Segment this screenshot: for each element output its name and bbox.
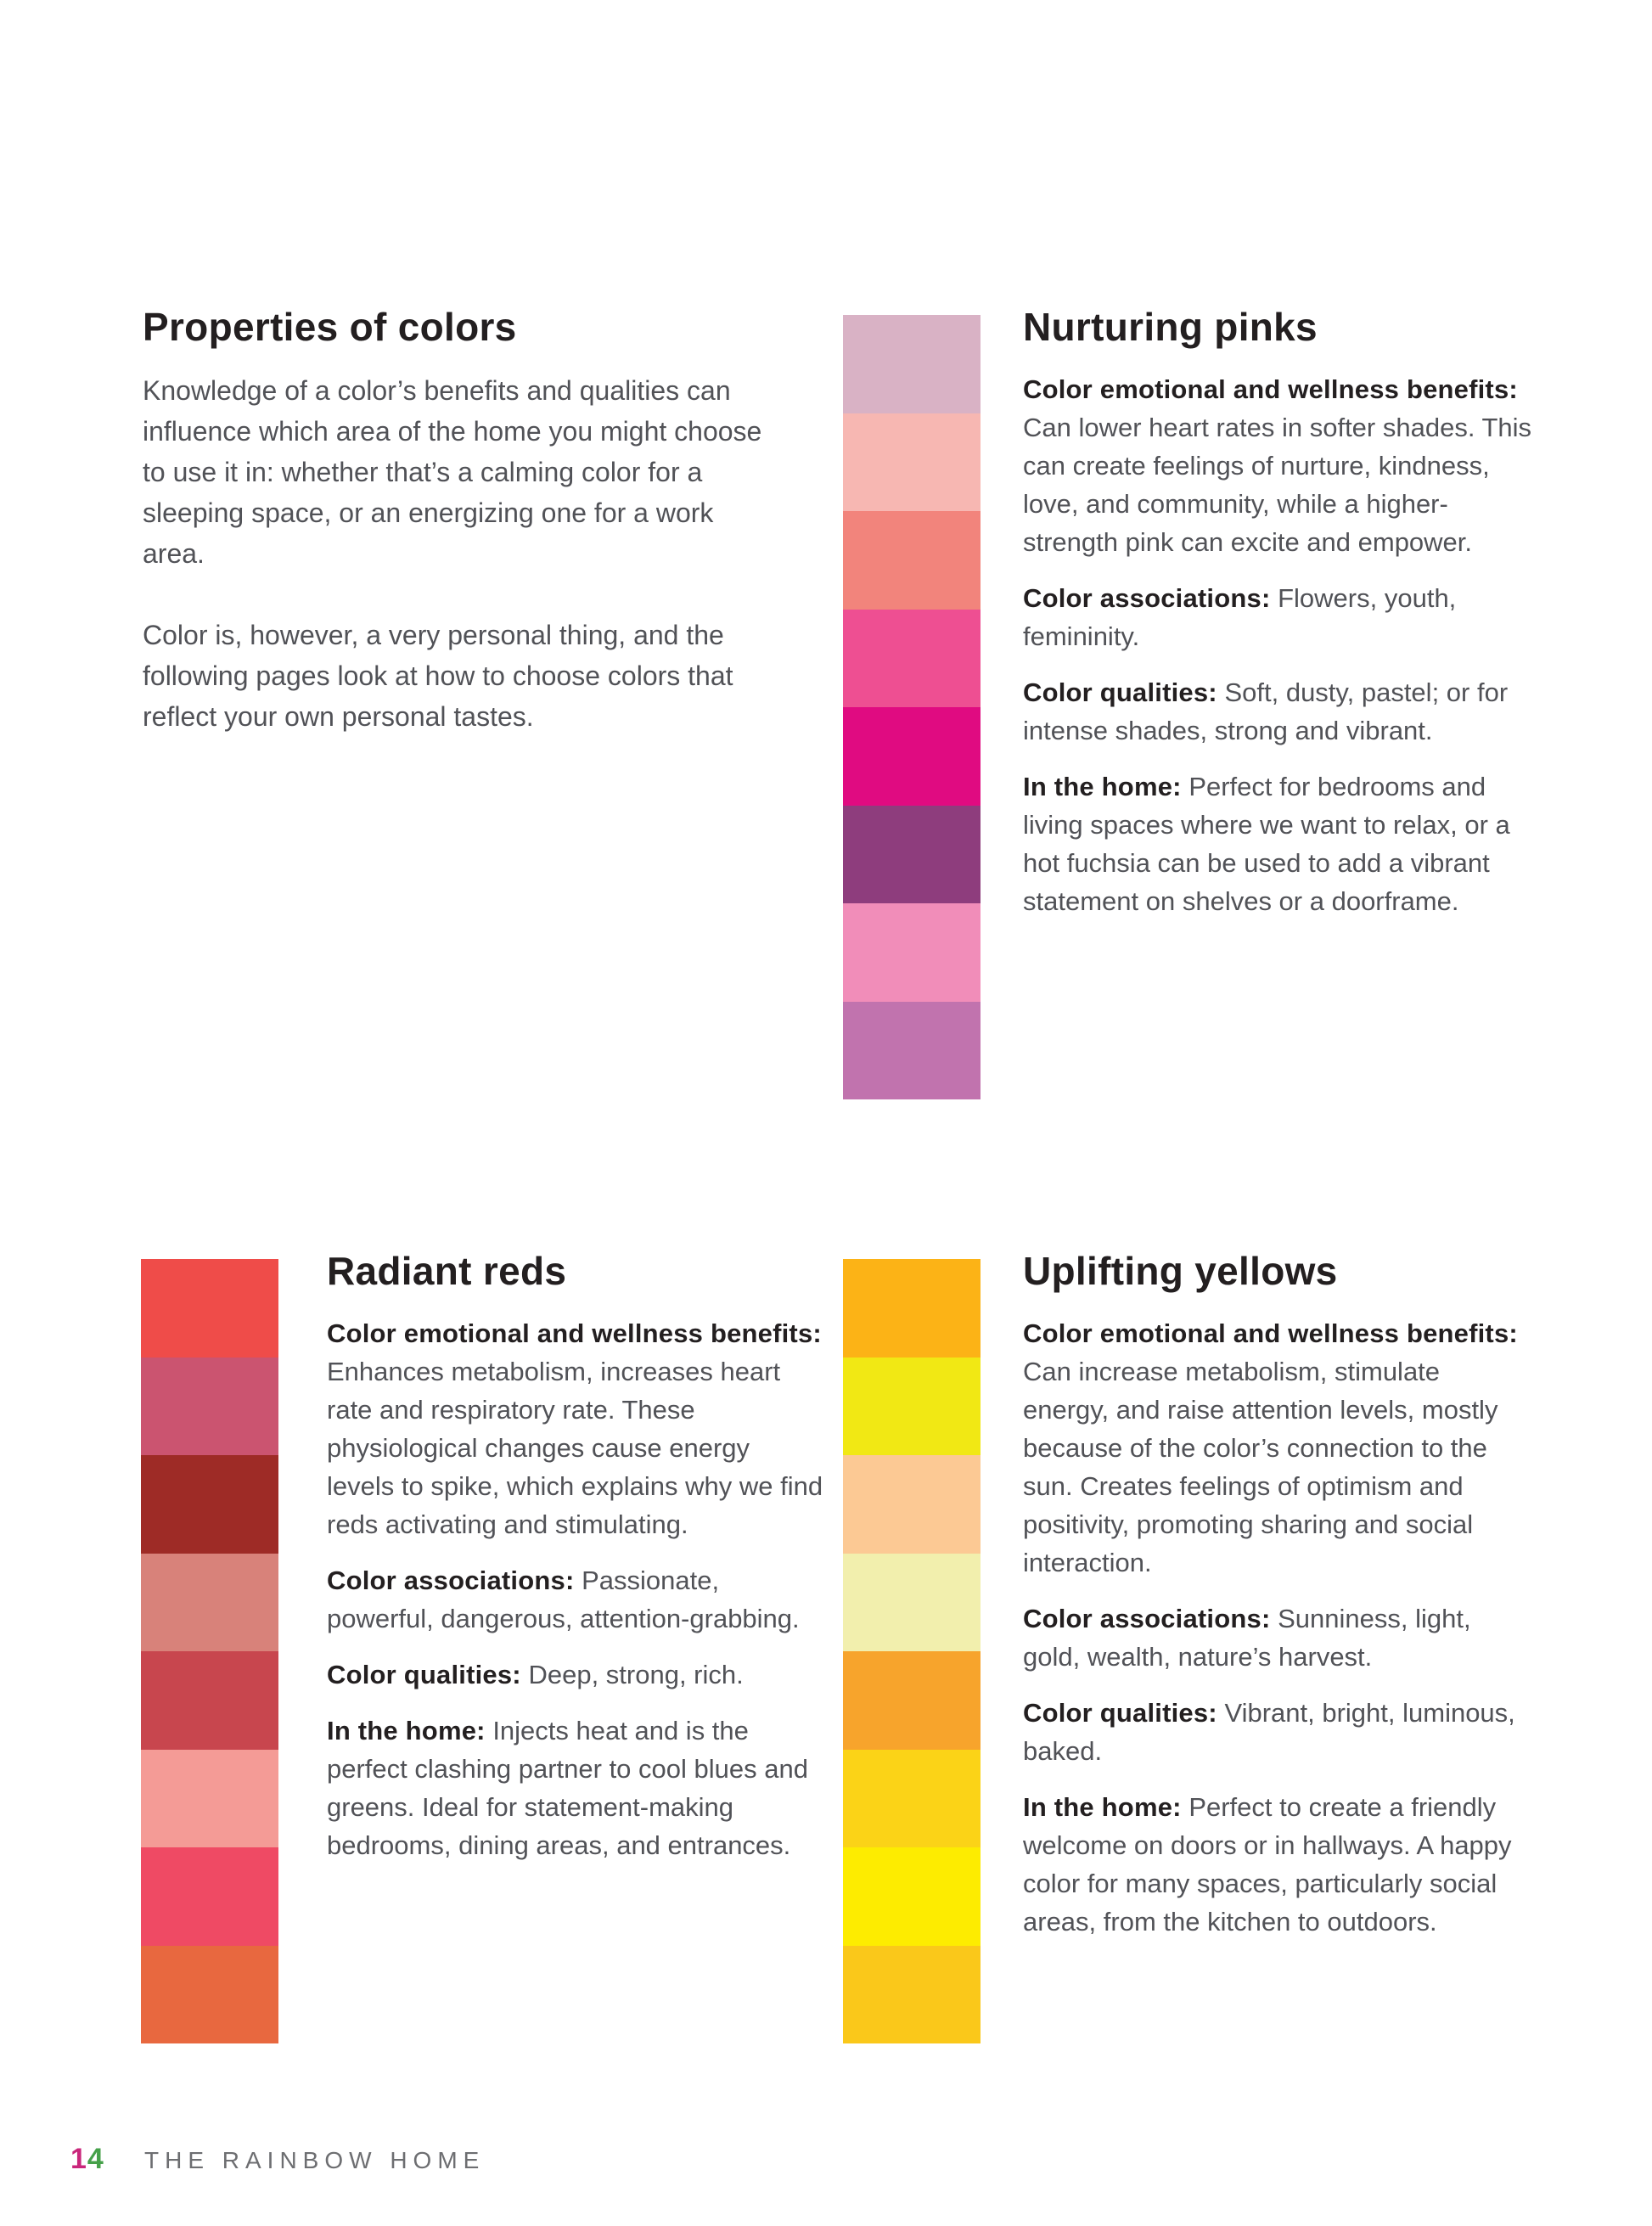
pink-swatch-strip	[843, 315, 981, 1099]
paragraph-lead: Color qualities:	[1023, 1697, 1217, 1728]
paragraph	[1023, 673, 1532, 750]
paragraph	[327, 1561, 823, 1638]
paragraph-lead: In the home:	[1023, 1791, 1182, 1822]
yellow-swatch	[843, 1847, 981, 1946]
paragraph	[1023, 1788, 1532, 1941]
pink-swatch	[843, 1002, 981, 1100]
paragraph	[327, 1712, 823, 1864]
red-swatch	[141, 1554, 278, 1652]
paragraph-lead: Color associations:	[1023, 1603, 1271, 1633]
paragraph-text: Can increase metabolism, stimulate energy, and raise attention levels, mostly because of the color’s connection to the sun. Creates feelings of optimism and positivity, promoting sharing and social interaction.	[1023, 1356, 1498, 1577]
red-swatch	[141, 1750, 278, 1848]
paragraph	[1023, 1599, 1532, 1676]
red-swatch	[141, 1455, 278, 1554]
yellow-swatch	[843, 1946, 981, 2044]
intro-paragraph: Knowledge of a color’s benefits and qualities can influence which area of the home you might choose to use it in: whether that’s a calming color for a sleeping space, or an energizing one for a work area.	[143, 374, 762, 569]
paragraph	[327, 1655, 823, 1694]
red-swatch	[141, 1358, 278, 1456]
reds-section	[327, 1250, 823, 1882]
pink-swatch	[843, 707, 981, 806]
page-title: Properties of colors	[143, 305, 517, 349]
red-swatch	[141, 1847, 278, 1946]
paragraph-text: Soft, dusty, pastel; or for intense shades, strong and vibrant.	[1023, 677, 1509, 745]
yellow-swatch-strip	[843, 1259, 981, 2043]
paragraph	[327, 1314, 823, 1543]
paragraph-lead: In the home:	[1023, 771, 1182, 801]
paragraph	[1023, 370, 1532, 561]
yellow-swatch	[843, 1554, 981, 1652]
paragraph-lead: Color qualities:	[1023, 677, 1217, 707]
pink-swatch	[843, 315, 981, 413]
paragraph-text: Can lower heart rates in softer shades. This can create feelings of nurture, kindness, love, and community, while a higher-strength pink can excite and empower.	[1023, 412, 1532, 557]
pink-swatch	[843, 610, 981, 708]
yellow-swatch	[843, 1651, 981, 1750]
pinks-section	[1023, 306, 1532, 938]
pink-swatch	[843, 413, 981, 512]
page-number-digit: 1	[70, 2143, 87, 2175]
paragraph-text: Perfect for bedrooms and living spaces where we want to relax, or a hot fuchsia can be used to add a vibrant statement on shelves or a doorframe.	[1023, 771, 1510, 916]
paragraph-text: Perfect to create a friendly welcome on doors or in hallways. A happy color for many spaces, particularly social areas, from the kitchen to outdoors.	[1023, 1791, 1512, 1937]
red-swatch	[141, 1651, 278, 1750]
yellow-swatch	[843, 1750, 981, 1848]
paragraph-lead: Color emotional and wellness benefits:	[1023, 374, 1518, 404]
page-number-digit: 4	[87, 2143, 104, 2175]
pink-swatch	[843, 511, 981, 610]
paragraph	[1023, 579, 1532, 655]
red-swatch	[141, 1946, 278, 2044]
book-title: THE RAINBOW HOME	[144, 2147, 486, 2173]
paragraph-lead: Color associations:	[1023, 582, 1271, 613]
paragraph-text: Vibrant, bright, luminous, baked.	[1023, 1697, 1515, 1766]
paragraph-text: Flowers, youth, femininity.	[1023, 582, 1457, 651]
paragraph-text: Sunniness, light, gold, wealth, nature’s harvest.	[1023, 1603, 1471, 1672]
yellow-swatch	[843, 1455, 981, 1554]
paragraph-lead: Color qualities:	[327, 1659, 521, 1689]
section-title: Nurturing pinks	[1023, 305, 1318, 349]
pink-swatch	[843, 806, 981, 904]
intro-section	[143, 306, 779, 778]
paragraph	[1023, 767, 1532, 920]
section-title: Uplifting yellows	[1023, 1249, 1338, 1293]
paragraph-lead: Color emotional and wellness benefits:	[1023, 1318, 1518, 1348]
paragraph-text: Deep, strong, rich.	[528, 1659, 744, 1689]
intro-paragraph: Color is, however, a very personal thing, and the following pages look at how to choose colors that reflect your own personal tastes.	[143, 619, 733, 732]
red-swatch-strip	[141, 1259, 278, 2043]
pink-swatch	[843, 903, 981, 1002]
page-number	[70, 2143, 104, 2176]
paragraph-lead: Color associations:	[327, 1565, 575, 1595]
paragraph	[1023, 1694, 1532, 1770]
paragraph-text: Passionate, powerful, dangerous, attention-grabbing.	[327, 1565, 800, 1633]
red-swatch	[141, 1259, 278, 1358]
paragraph-lead: In the home:	[327, 1715, 486, 1745]
yellows-section	[1023, 1250, 1532, 1959]
paragraph-text: Injects heat and is the perfect clashing partner to cool blues and greens. Ideal for statement-making bedrooms, dining areas, and entrances.	[327, 1715, 808, 1860]
paragraph	[1023, 1314, 1532, 1582]
yellow-swatch	[843, 1358, 981, 1456]
section-title: Radiant reds	[327, 1249, 567, 1293]
paragraph-lead: Color emotional and wellness benefits:	[327, 1318, 822, 1348]
paragraph-text: Enhances metabolism, increases heart rate and respiratory rate. These physiological changes cause energy levels to spike, which explains why we find reds activating and stimulating.	[327, 1356, 823, 1539]
yellow-swatch	[843, 1259, 981, 1358]
